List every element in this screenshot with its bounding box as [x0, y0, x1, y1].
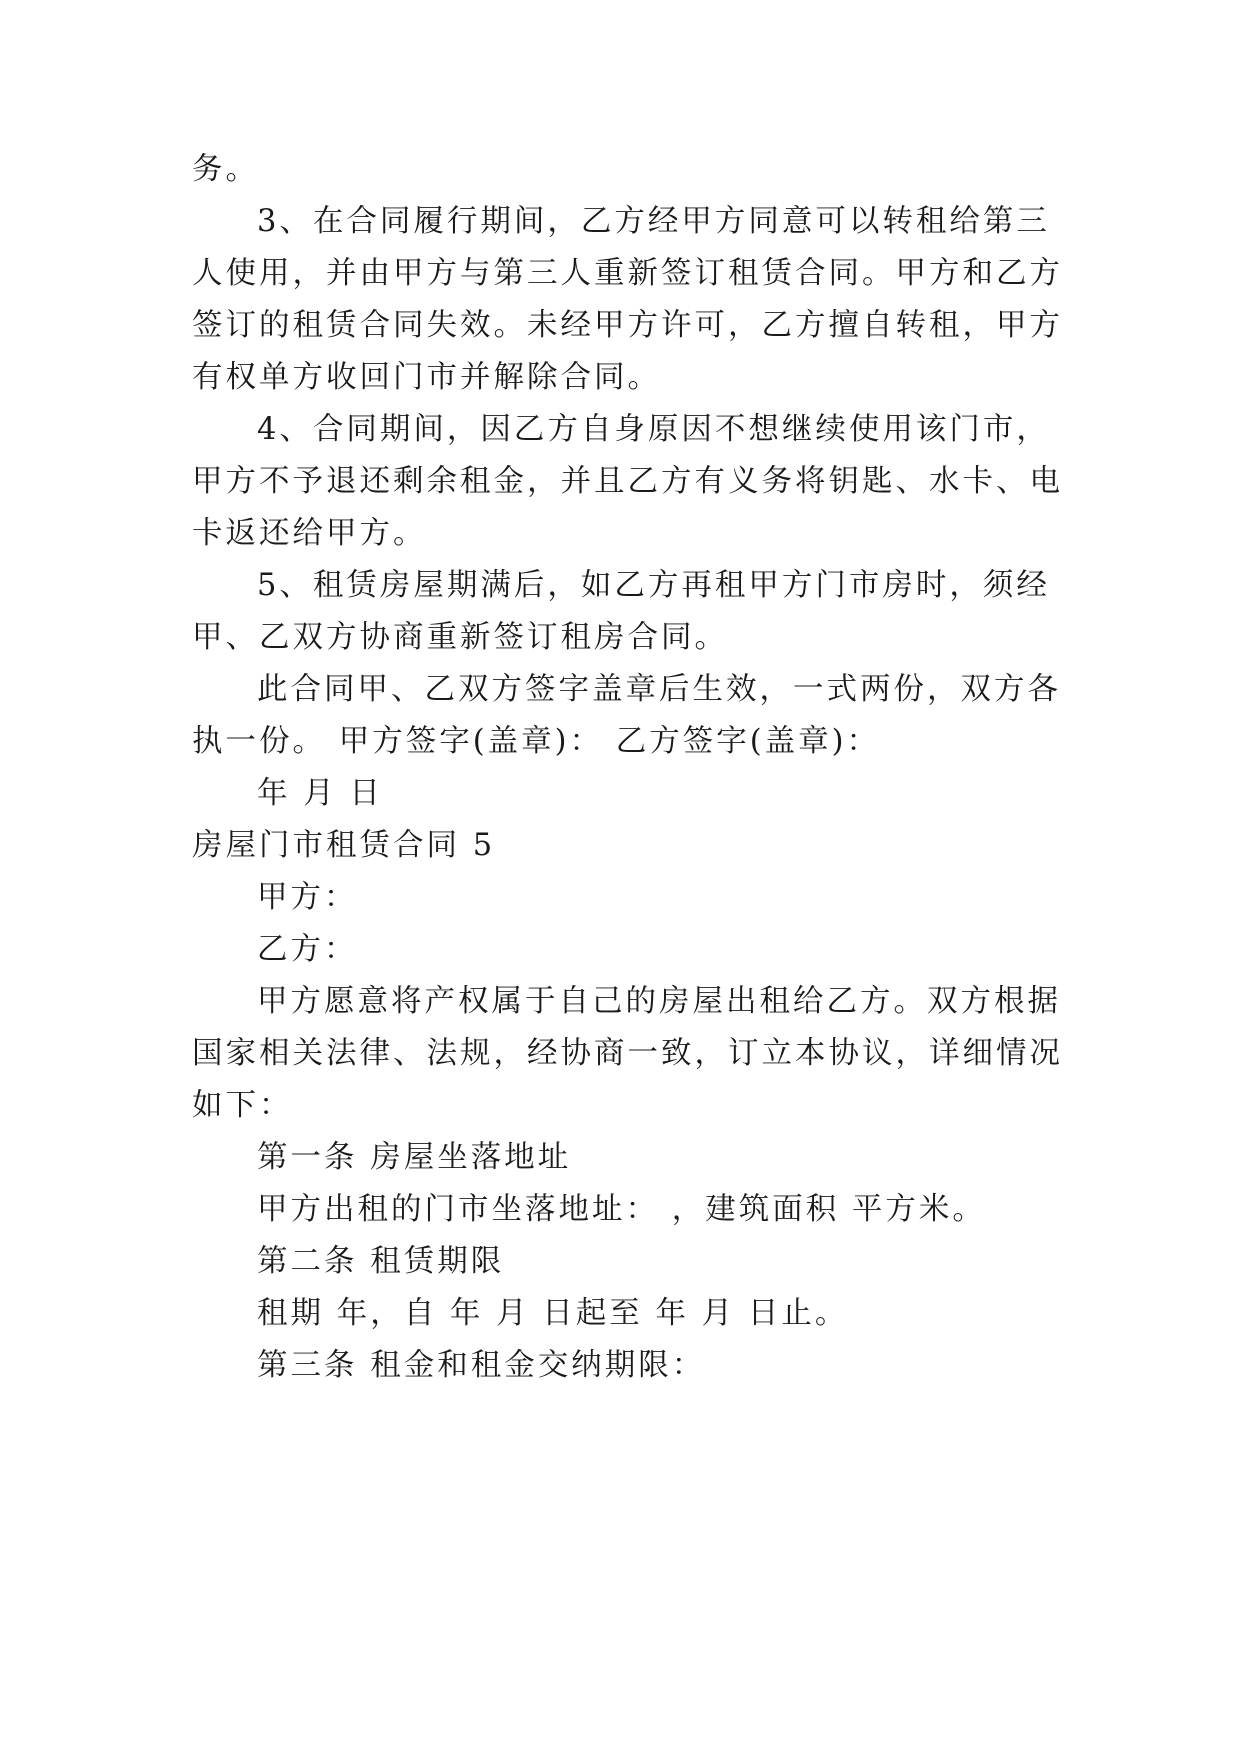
section-title: 房屋门市租赁合同 5 — [192, 828, 496, 863]
text-line-7: 甲方不予退还剩余租金，并且乙方有义务将钥匙、水卡、电 — [192, 464, 1063, 499]
text-line-18: 国家相关法律、法规，经协商一致，订立本协议，详细情况 — [192, 1036, 1063, 1071]
text-line-8: 卡返还给甲方。 — [192, 516, 427, 551]
text-line-4: 签订的租赁合同失效。未经甲方许可，乙方擅自转租，甲方 — [192, 308, 1063, 343]
article-2-heading: 第二条 租赁期限 — [257, 1244, 505, 1279]
text-line-11: 此合同甲、乙双方签字盖章后生效，一式两份，双方各 — [257, 672, 1061, 707]
text-line-17: 甲方愿意将产权属于自己的房屋出租给乙方。双方根据 — [257, 984, 1061, 1019]
text-line-12: 执一份。 甲方签字(盖章)： 乙方签字(盖章)： — [192, 724, 880, 759]
text-line-9: 5、租赁房屋期满后，如乙方再租甲方门市房时，须经 — [257, 568, 1050, 603]
date-line: 年 月 日 — [257, 776, 383, 811]
text-line-2: 3、在合同履行期间，乙方经甲方同意可以转租给第三 — [257, 204, 1050, 239]
party-a-line: 甲方： — [257, 880, 358, 915]
text-line-1: 务。 — [192, 152, 259, 187]
text-line-6: 4、合同期间，因乙方自身原因不想继续使用该门市， — [257, 412, 1050, 447]
text-line-21: 甲方出租的门市坐落地址： ，建筑面积 平方米。 — [257, 1192, 986, 1227]
text-line-23: 租期 年，自 年 月 日起至 年 月 日止。 — [257, 1296, 849, 1331]
party-b-line: 乙方： — [257, 932, 358, 967]
article-1-heading: 第一条 房屋坐落地址 — [257, 1140, 572, 1175]
text-line-5: 有权单方收回门市并解除合同。 — [192, 360, 661, 395]
article-3-heading: 第三条 租金和租金交纳期限： — [257, 1348, 706, 1383]
text-line-3: 人使用，并由甲方与第三人重新签订租赁合同。甲方和乙方 — [192, 256, 1063, 291]
text-line-10: 甲、乙双方协商重新签订租房合同。 — [192, 620, 728, 655]
text-line-19: 如下： — [192, 1088, 293, 1123]
